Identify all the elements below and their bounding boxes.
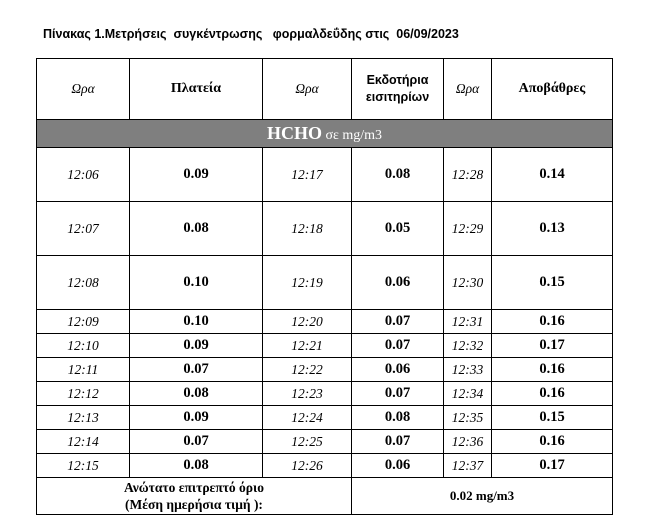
value-cell: 0.07 [352,382,444,406]
time-cell: 12:06 [37,148,130,202]
value-cell: 0.17 [492,334,613,358]
value-cell: 0.08 [352,148,444,202]
value-cell: 0.06 [352,454,444,478]
value-cell: 0.08 [130,382,263,406]
header-row [37,59,613,120]
table-row [37,430,613,454]
table-row [37,406,613,430]
value-cell: 0.14 [492,148,613,202]
value-cell: 0.07 [130,358,263,382]
table-row [37,358,613,382]
measurements-table [36,58,613,515]
time-cell: 12:37 [444,454,492,478]
value-cell: 0.15 [492,256,613,310]
value-cell: 0.17 [492,454,613,478]
table-row [37,382,613,406]
time-cell: 12:36 [444,430,492,454]
time-cell: 12:30 [444,256,492,310]
time-cell: 12:26 [263,454,352,478]
header-apovathres: Αποβάθρες [492,59,613,120]
value-cell: 0.07 [352,334,444,358]
time-cell: 12:15 [37,454,130,478]
limit-value: 0.02 mg/m3 [352,478,613,515]
value-cell: 0.06 [352,358,444,382]
value-cell: 0.15 [492,406,613,430]
compound-band-row [37,120,613,148]
time-cell: 12:17 [263,148,352,202]
value-cell: 0.08 [130,454,263,478]
value-cell: 0.09 [130,334,263,358]
table-row [37,334,613,358]
time-cell: 12:31 [444,310,492,334]
time-cell: 12:24 [263,406,352,430]
limit-label-line1: Ανώτατο επιτρεπτό όριο [124,480,264,495]
value-cell: 0.08 [352,406,444,430]
value-cell: 0.09 [130,148,263,202]
value-cell: 0.07 [130,430,263,454]
table-row [37,454,613,478]
time-cell: 12:20 [263,310,352,334]
footer-row [37,478,613,515]
value-cell: 0.16 [492,358,613,382]
time-cell: 12:33 [444,358,492,382]
time-cell: 12:29 [444,202,492,256]
time-cell: 12:12 [37,382,130,406]
value-cell: 0.06 [352,256,444,310]
value-cell: 0.16 [492,430,613,454]
time-cell: 12:08 [37,256,130,310]
limit-label [37,478,352,515]
time-cell: 12:09 [37,310,130,334]
time-cell: 12:10 [37,334,130,358]
time-cell: 12:23 [263,382,352,406]
value-cell: 0.16 [492,310,613,334]
value-cell: 0.13 [492,202,613,256]
value-cell: 0.16 [492,382,613,406]
header-time-2: Ωρα [263,59,352,120]
time-cell: 12:21 [263,334,352,358]
header-ekdotiria-line1: Εκδοτήρια [366,73,429,87]
time-cell: 12:13 [37,406,130,430]
compound-band [37,120,613,148]
header-time-1: Ωρα [37,59,130,120]
time-cell: 12:07 [37,202,130,256]
value-cell: 0.10 [130,256,263,310]
table-row [37,148,613,202]
header-time-3: Ωρα [444,59,492,120]
value-cell: 0.10 [130,310,263,334]
time-cell: 12:19 [263,256,352,310]
time-cell: 12:11 [37,358,130,382]
table-row [37,256,613,310]
compound-name: HCHO [266,123,322,143]
time-cell: 12:25 [263,430,352,454]
value-cell: 0.07 [352,430,444,454]
header-ekdotiria [352,59,444,120]
time-cell: 12:22 [263,358,352,382]
table-row [37,202,613,256]
table-row [37,310,613,334]
value-cell: 0.05 [352,202,444,256]
value-cell: 0.08 [130,202,263,256]
time-cell: 12:35 [444,406,492,430]
time-cell: 12:28 [444,148,492,202]
time-cell: 12:18 [263,202,352,256]
limit-label-line2: (Μέση ημερήσια τιμή ): [125,497,263,512]
time-cell: 12:32 [444,334,492,358]
compound-unit: σε mg/m3 [321,128,383,143]
header-ekdotiria-line2: εισιτηρίων [365,90,430,104]
table-caption: Πίνακας 1.Μετρήσεις συγκέντρωσης φορμαλδεΰδης στις 06/09/2023 [43,27,459,41]
value-cell: 0.07 [352,310,444,334]
header-plateia: Πλατεία [130,59,263,120]
time-cell: 12:34 [444,382,492,406]
time-cell: 12:14 [37,430,130,454]
value-cell: 0.09 [130,406,263,430]
